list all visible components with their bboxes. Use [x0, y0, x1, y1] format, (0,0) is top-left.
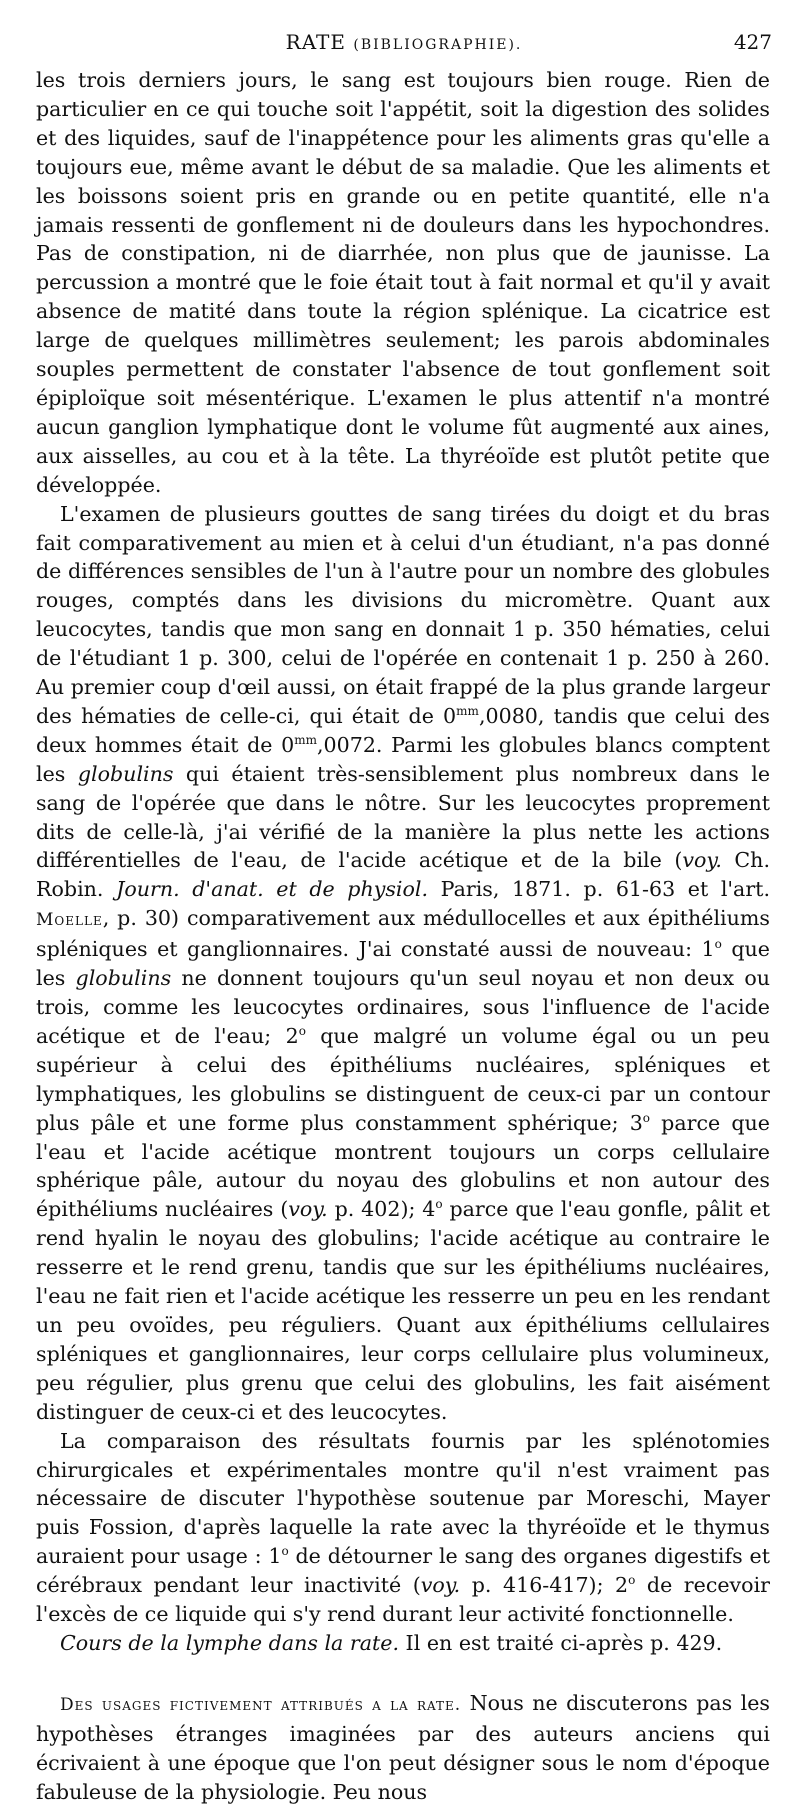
paragraph-4	[36, 1629, 770, 1658]
ordinal-superscript: o	[714, 937, 722, 952]
text-span: qui étaient très-sensiblement plus nombreux dans le sang de l'opérée que dans le nôtre. Sur les leucocytes proprement dits de celle-là, j'ai vérifié de la manière la plus nette les actions différentielles de l'eau, de l'acide acétique et de la bile (	[36, 761, 771, 873]
text-span: p. 416-417); 2	[460, 1573, 629, 1598]
ordinal-superscript: o	[628, 1573, 636, 1588]
text-span: que malgré un volume égal ou un peu supérieur à celui des épithéliums nucléaires, spléniques et lymphatiques, les globulins se distinguent de ceux-ci par un contour plus pâle et une forme plus constamment sphérique; 3	[36, 1023, 771, 1135]
section-lead-italic: Cours de la lymphe dans la rate.	[60, 1630, 400, 1655]
paragraph-3	[36, 1427, 770, 1629]
text-span: L'examen de plusieurs gouttes de sang tirées du doigt et du bras fait comparativement au mien et à celui d'un étudiant, n'a pas donné de différences sensibles de l'un à l'autre pour un nombre des globules rouges, comptés dans les divisions du micromètre. Quant aux leucocytes, tandis que mon sang en donnait 1 p. 350 hématies, celui de l'étudiant 1 p. 300, celui de l'opérée en contenait 1 p. 250 à 260. Au premier coup d'œil aussi, on était frappé de la plus grande largeur des hématies de celle-ci, qui était de 0	[36, 501, 770, 728]
text-span: ne donnent toujours qu'un seul noyau et non deux ou trois, comme les leucocytes ordinaires, sous l'influence de l'acide acétique et de l'eau; 2	[36, 966, 770, 1048]
article-reference: Moelle	[36, 910, 103, 931]
body-text	[36, 66, 770, 1806]
text-span: que les	[36, 937, 770, 991]
italic-term: voy.	[682, 848, 722, 873]
text-span: ,0072. Parmi les globules blancs comptent les	[36, 732, 770, 786]
ordinal-superscript: o	[642, 1110, 651, 1125]
text-span: La comparaison des résultats fournis par les splénotomies chirurgicales et expérimentales montre qu'il n'est vraiment pas nécessaire de discuter l'hypothèse soutenue par Moreschi, Mayer puis Fossion, d'après laquelle la rate avec la thyréoïde et le thymus auraient pour usage : 1	[36, 1428, 770, 1569]
text-span: de recevoir l'excès de ce liquide qui s'y rend durant leur activité fonctionnelle.	[36, 1573, 770, 1627]
italic-term: globulins	[75, 966, 172, 991]
text-span: Nous ne discuterons pas les hypothèses étranges imaginées par des auteurs anciens qui écrivaient à une époque que l'on peut désigner sous le nom d'époque fabuleuse de la physiologie. Peu nous	[36, 1690, 770, 1804]
running-title-sub: (BIBLIOGRAPHIE).	[353, 37, 523, 53]
text-span: , p. 30) comparativement aux médullocelles et aux épithéliums spléniques et ganglionnaires. J'ai constaté aussi de nouveau: 1	[36, 906, 770, 962]
paragraph-1: les trois derniers jours, le sang est toujours bien rouge. Rien de particulier en ce qui touche soit l'appétit, soit la digestion des solides et des liquides, sauf de l'inappétence pour les aliments gras qu'elle a toujours eue, même avant le début de sa maladie. Que les aliments et les boissons soient pris en grande ou en petite quantité, elle n'a jamais ressenti de gonflement ni de douleurs dans les hypochondres. Pas de constipation, ni de diarrhée, non plus que de jaunisse. La percussion a montré que le foie était tout à fait normal et qu'il y avait absence de matité dans toute la région splénique. La cicatrice est large de quelques millimètres seulement; les parois abdominales souples permettent de constater l'absence de tout gonflement soit épiploïque soit mésentérique. L'examen le plus attentif n'a montré aucun ganglion lymphatique dont le volume fût augmenté aux aines, aux aisselles, au cou et à la tête. La thyréoïde est plutôt petite que développée.	[36, 68, 770, 497]
ordinal-superscript: o	[281, 1544, 289, 1559]
running-title-main: RATE	[285, 30, 346, 54]
text-span: Ch. Robin.	[36, 848, 770, 902]
running-title	[36, 30, 772, 54]
ordinal-superscript: o	[298, 1024, 306, 1039]
text-span: ,0080, tandis que celui des deux hommes était de 0	[36, 703, 770, 757]
ordinal-superscript: o	[435, 1197, 443, 1212]
italic-term: voy.	[420, 1573, 461, 1598]
paragraph-5	[36, 1689, 770, 1806]
page-header	[36, 30, 772, 60]
text-span: Paris, 1871. p. 61-63 et l'art.	[428, 877, 771, 902]
text-span: Il en est traité ci-après p. 429.	[399, 1630, 723, 1655]
text-span: p. 402); 4	[327, 1197, 436, 1222]
text-span: parce que l'eau et l'acide acétique montrent toujours un corps cellulaire sphérique pâle, autour du noyau des globulins et non autour des épithéliums nucléaires (	[36, 1110, 770, 1222]
text-span: parce que l'eau gonfle, pâlit et rend hyalin le noyau des globulins; l'acide acétique au contraire le resserre et le rend grenu, tandis que sur les épithéliums nucléaires, l'eau ne fait rien et l'acide acétique les resserre un peu en les rendant un peu ovoïdes, peu réguliers. Quant aux épithéliums cellulaires spléniques et ganglionnaires, leur corps cellulaire plus volumineux, peu régulier, plus grenu que celui des globulins, les fait aisément distinguer de ceux-ci et des leucocytes.	[36, 1197, 771, 1424]
unit-superscript: mm	[456, 704, 479, 719]
italic-term: voy.	[288, 1197, 328, 1222]
italic-term: globulins	[77, 761, 174, 786]
paragraph-2	[36, 500, 770, 1427]
unit-superscript: mm	[294, 732, 317, 747]
journal-citation: Journ. d'anat. et de physiol.	[116, 877, 429, 902]
section-heading: Des usages fictivement attribués a la rate.	[60, 1694, 462, 1715]
text-span: de détourner le sang des organes digestifs et cérébraux pendant leur inactivité (	[36, 1544, 770, 1598]
page-number: 427	[733, 30, 772, 54]
